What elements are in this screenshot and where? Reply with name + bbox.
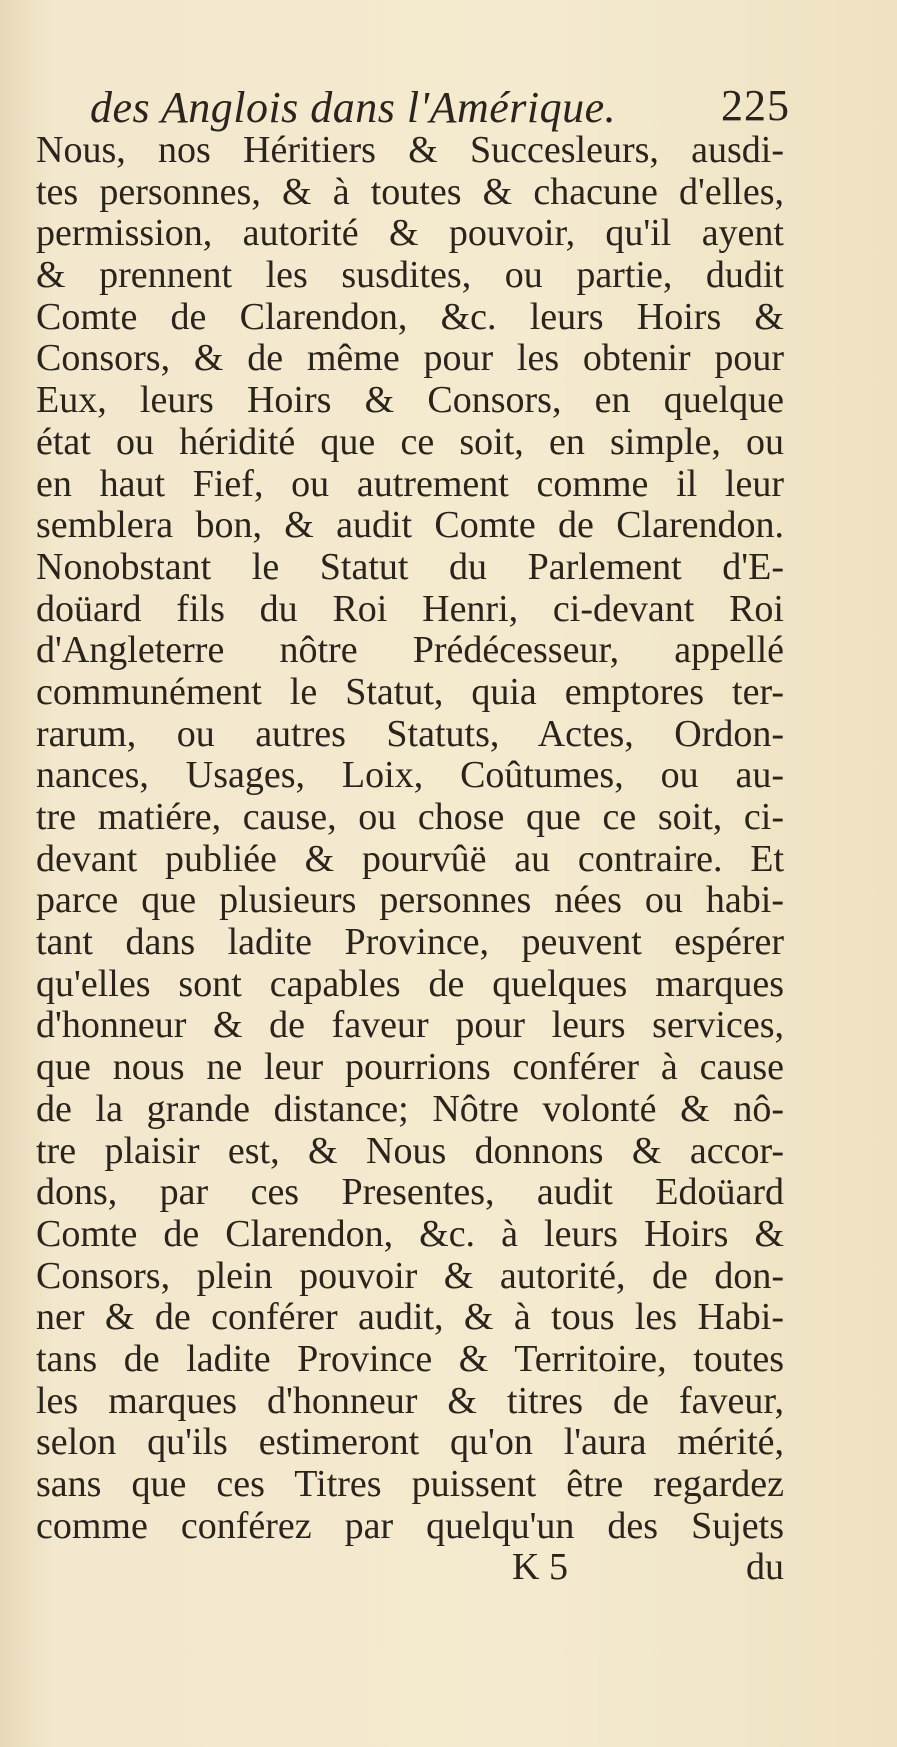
text-line: tant dans ladite Province, peuvent espérer [36,922,784,964]
page-footer [0,1545,897,1605]
text-line: semblera bon, & audit Comte de Clarendon. [36,505,784,547]
text-line: devant publiée & pourvûë au contraire. Et [36,838,784,880]
text-line: état ou héridité que ce soit, en simple, ou [36,421,784,463]
text-line: sans que ces Titres puissent être regardez [36,1464,784,1505]
text-line: Consors, & de même pour les obtenir pour [36,338,784,380]
text-line: ner & de conférer audit, & à tous les Habi- [36,1297,784,1339]
text-line: permission, autorité & pouvoir, qu'il ayent [36,213,784,255]
text-line: tre plaisir est, & Nous donnons & accor- [36,1130,784,1172]
body-text [36,130,784,1547]
text-line: les marques d'honneur & titres de faveur, [36,1380,784,1422]
text-line: Nous, nos Héritiers & Succesleurs, ausdi- [36,130,784,171]
text-line: Eux, leurs Hoirs & Consors, en quelque [36,380,784,422]
text-line: tes personnes, & à toutes & chacune d'elles, [36,171,784,213]
catchword: du [746,1546,784,1588]
running-title: des Anglois dans l'Amérique. [90,83,617,132]
text-line: doüard fils du Roi Henri, ci-devant Roi [36,588,784,630]
text-line: Nonobstant le Statut du Parlement d'E- [36,546,784,588]
text-line: dons, par ces Presentes, audit Edoüard [36,1172,784,1214]
text-line: tans de ladite Province & Territoire, toutes [36,1338,784,1380]
text-line: en haut Fief, ou autrement comme il leur [36,463,784,505]
text-line: Comte de Clarendon, &c. leurs Hoirs & [36,296,784,338]
text-line: Comte de Clarendon, &c. à leurs Hoirs & [36,1213,784,1255]
text-line: rarum, ou autres Statuts, Actes, Ordon- [36,713,784,755]
text-line: selon qu'ils estimeront qu'on l'aura mérité, [36,1422,784,1464]
text-line: & prennent les susdites, ou partie, dudit [36,255,784,297]
page-number: 225 [721,81,790,130]
text-line: qu'elles sont capables de quelques marques [36,963,784,1005]
text-line: de la grande distance; Nôtre volonté & nô- [36,1088,784,1130]
text-line: tre matiére, cause, ou chose que ce soit, ci- [36,797,784,838]
text-line: comme conférez par quelqu'un des Sujets [36,1505,784,1547]
page-header [90,78,790,138]
signature-mark: K 5 [512,1546,568,1588]
text-line: Consors, plein pouvoir & autorité, de don- [36,1255,784,1297]
text-line: que nous ne leur pourrions conférer à cause [36,1047,784,1089]
text-line: d'honneur & de faveur pour leurs services, [36,1005,784,1047]
text-line: d'Angleterre nôtre Prédécesseur, appellé [36,630,784,672]
text-line: communément le Statut, quia emptores ter- [36,671,784,713]
text-line: nances, Usages, Loix, Coûtumes, ou au- [36,755,784,797]
text-line: parce que plusieurs personnes nées ou habi- [36,880,784,922]
